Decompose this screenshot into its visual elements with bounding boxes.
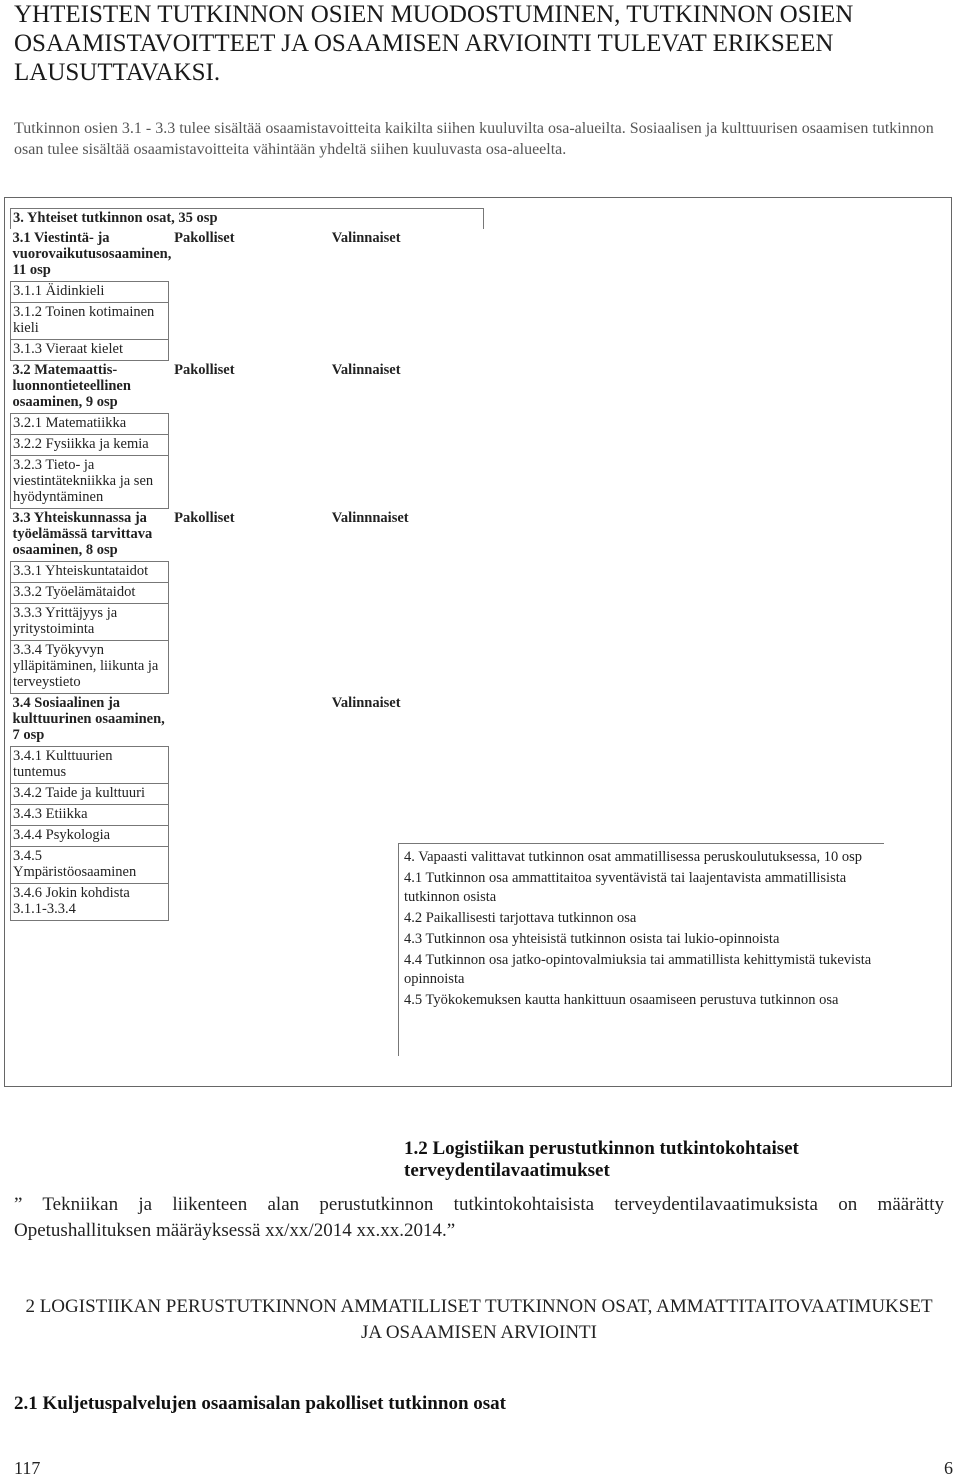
optional-cell — [326, 747, 484, 784]
table-row — [11, 340, 484, 361]
intro-paragraph: Tutkinnon osien 3.1 - 3.3 tulee sisältää osaamistavoitteita kaikilta siihen kuuluvilta osa-alueilta. Sosiaalisen ja kulttuurisen osaamisen tutkinnon osan tulee sisältää osaamistavoitteita vähintään yhdeltä siihen kuuluvasta osa-alueelta. — [14, 120, 934, 158]
table-row — [11, 414, 484, 435]
mandatory-cell — [168, 884, 326, 921]
footer-page-ref: 117 — [14, 1458, 41, 1478]
optional-cell — [326, 340, 484, 361]
mandatory-cell — [168, 562, 326, 583]
optional-cell: Valinnaiset — [331, 361, 401, 378]
list-item: 4.3 Tutkinnon osa yhteisistä tutkinnon osista tai lukio-opinnoista — [404, 931, 780, 947]
table-row — [11, 784, 484, 805]
table-row — [11, 583, 484, 604]
mandatory-cell — [168, 694, 326, 747]
unit-name-cell: 3.1.2 Toinen kotimainen kieli — [11, 303, 169, 340]
mandatory-cell: Pakolliset — [174, 509, 235, 526]
mandatory-cell — [168, 435, 326, 456]
list-item: 4.1 Tutkinnon osa ammattitaitoa syventävistä tai laajentavista ammatillisista tutkinnon osista — [404, 870, 847, 905]
optional-cell — [326, 583, 484, 604]
unit-name-cell: 3.4.4 Psykologia — [11, 826, 169, 847]
mandatory-cell — [168, 826, 326, 847]
optional-cell: Valinnaiset — [331, 230, 401, 246]
optional-cell: Valinnaiset — [331, 694, 401, 711]
unit-name-cell: 3.3.4 Työkyvyn ylläpitäminen, liikunta ja terveystieto — [11, 641, 169, 694]
unit-name-cell: 3.3.2 Työelämätaidot — [11, 583, 169, 604]
section-heading-1-2: 1.2 Logistiikan perustutkinnon tutkintokohtaiset terveydentilavaatimukset — [404, 1138, 799, 1181]
table-row — [11, 435, 484, 456]
unit-name-cell: 3.1.3 Vieraat kielet — [11, 340, 169, 361]
unit-name-cell: 3.4.2 Taide ja kulttuuri — [11, 784, 169, 805]
mandatory-cell — [168, 805, 326, 826]
page-number: 6 — [944, 1458, 953, 1478]
table-row — [11, 604, 484, 641]
unit-name-cell: 3.2.2 Fysiikka ja kemia — [11, 435, 169, 456]
mandatory-cell — [168, 604, 326, 641]
unit-name-cell: 3.4.5 Ympäristöosaaminen — [11, 847, 169, 884]
section-heading-2: 2 LOGISTIIKAN PERUSTUTKINNON AMMATILLISET TUTKINNON OSAT, AMMATTITAITOVAATIMUKSET JA OSAAMISEN ARVIOINTI — [25, 1296, 933, 1343]
optional-cell — [326, 456, 484, 509]
section-heading-2-1: 2.1 Kuljetuspalvelujen osaamisalan pakolliset tutkinnon osat — [14, 1393, 506, 1414]
table-main-heading: 3. Yhteiset tutkinnon osat, 35 osp — [11, 209, 484, 230]
table-row — [11, 229, 484, 282]
optional-cell — [326, 414, 484, 435]
table-row — [11, 805, 484, 826]
mandatory-cell — [168, 303, 326, 340]
table-row — [11, 694, 484, 747]
mandatory-cell — [168, 847, 326, 884]
unit-name-cell: 3.1 Viestintä- ja vuorovaikutusosaaminen, 11 osp — [12, 230, 172, 278]
mandatory-cell: Pakolliset — [174, 361, 235, 378]
mandatory-cell: Pakolliset — [174, 230, 235, 246]
optional-cell — [326, 435, 484, 456]
optional-cell — [326, 562, 484, 583]
table-row — [11, 562, 484, 583]
optional-cell — [326, 641, 484, 694]
free-choice-list — [404, 848, 882, 1012]
health-requirements-quote: ” Tekniikan ja liikenteen alan perustutkinnon tutkintokohtaisista terveydentilavaatimuksista on määrätty Opetushallituksen määräyksessä xx/xx/2014 xx.xx.2014.” — [14, 1194, 944, 1241]
unit-name-cell: 3.4 Sosiaalinen ja kulttuurinen osaaminen, 7 osp — [12, 695, 165, 743]
table-row — [11, 641, 484, 694]
mandatory-cell — [168, 414, 326, 435]
mandatory-cell — [168, 641, 326, 694]
table-row — [11, 747, 484, 784]
unit-name-cell: 3.3 Yhteiskunnassa ja työelämässä tarvittava osaaminen, 8 osp — [12, 510, 153, 558]
optional-cell: Valinnnaiset — [331, 509, 409, 526]
unit-name-cell: 3.3.3 Yrittäjyys ja yritystoiminta — [11, 604, 169, 641]
mandatory-cell — [168, 282, 326, 303]
optional-cell — [326, 805, 484, 826]
optional-cell — [326, 282, 484, 303]
list-item: 4.5 Työkokemuksen kautta hankittuun osaamiseen perustuva tutkinnon osa — [404, 992, 839, 1008]
list-item: 4.4 Tutkinnon osa jatko-opintovalmiuksia tai ammatillista kehittymistä tukevista opinnoista — [404, 952, 872, 987]
table-row — [11, 282, 484, 303]
unit-name-cell: 3.4.6 Jokin kohdista 3.1.1-3.3.4 — [11, 884, 169, 921]
unit-name-cell: 3.3.1 Yhteiskuntataidot — [11, 562, 169, 583]
table-row — [11, 509, 484, 562]
unit-name-cell: 3.2 Matemaattis-luonnontieteellinen osaaminen, 9 osp — [12, 362, 131, 410]
unit-name-cell: 3.4.3 Etiikka — [11, 805, 169, 826]
list-item: 4. Vapaasti valittavat tutkinnon osat ammatillisessa peruskoulutuksessa, 10 osp — [404, 849, 863, 865]
unit-name-cell: 3.4.1 Kulttuurien tuntemus — [11, 747, 169, 784]
table-row — [11, 303, 484, 340]
mandatory-cell — [168, 747, 326, 784]
optional-cell — [326, 303, 484, 340]
optional-cell — [326, 604, 484, 641]
document-heading: YHTEISTEN TUTKINNON OSIEN MUODOSTUMINEN, TUTKINNON OSIEN OSAAMISTAVOITTEET JA OSAAMISEN ARVIOINTI TULEVAT ERIKSEEN LAUSUTTAVAKSI. — [14, 1, 854, 86]
table-row — [11, 456, 484, 509]
unit-name-cell: 3.2.3 Tieto- ja viestintätekniikka ja sen hyödyntäminen — [11, 456, 169, 509]
common-units-table — [10, 208, 484, 921]
optional-cell — [326, 784, 484, 805]
mandatory-cell — [168, 583, 326, 604]
mandatory-cell — [168, 784, 326, 805]
unit-name-cell: 3.2.1 Matematiikka — [11, 414, 169, 435]
mandatory-cell — [168, 340, 326, 361]
table-row — [11, 361, 484, 414]
unit-name-cell: 3.1.1 Äidinkieli — [11, 282, 169, 303]
mandatory-cell — [168, 456, 326, 509]
list-item: 4.2 Paikallisesti tarjottava tutkinnon osa — [404, 910, 637, 926]
